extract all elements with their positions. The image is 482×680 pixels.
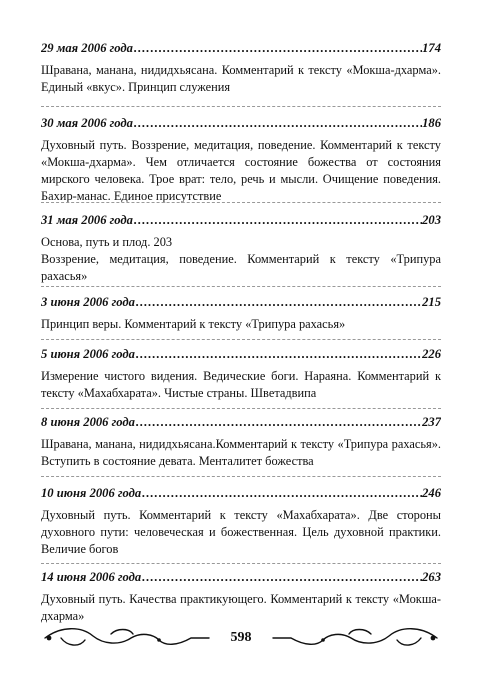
entry-date: 29 мая 2006 года xyxy=(41,41,133,55)
dot-leader xyxy=(141,485,422,501)
entry-text: Принцип веры. Комментарий к тексту «Трипура рахасья» xyxy=(41,317,346,331)
toc-entry xyxy=(41,346,441,402)
entry-description xyxy=(41,316,441,333)
entry-description xyxy=(41,137,441,205)
entry-date: 14 июня 2006 года xyxy=(41,570,142,584)
toc-entry xyxy=(41,485,441,558)
entry-description xyxy=(41,507,441,558)
toc-entry xyxy=(41,115,441,205)
separator xyxy=(41,202,441,203)
toc-entry xyxy=(41,569,441,625)
entry-text: Измерение чистого видения. Ведические боги. Нараяна. Комментарий к тексту «Махабхарата». Чистые страны. Шветадвипа xyxy=(41,369,441,400)
entry-page: 226 xyxy=(422,347,441,361)
entry-page: 174 xyxy=(422,41,441,55)
entry-description xyxy=(41,591,441,625)
entry-page: 215 xyxy=(422,295,441,309)
entry-page: 203 xyxy=(422,213,441,227)
entry-heading xyxy=(41,346,441,362)
toc-entry xyxy=(41,212,441,285)
separator xyxy=(41,476,441,477)
dot-leader xyxy=(141,569,422,585)
entry-date: 8 июня 2006 года xyxy=(41,415,135,429)
toc-entry xyxy=(41,40,441,96)
page-number: 598 xyxy=(230,630,252,645)
entry-date: 30 мая 2006 года xyxy=(41,116,133,130)
separator xyxy=(41,339,441,340)
entry-text: Шравана, манана, нидидхьясана. Комментарий к тексту «Мокша-дхарма». Единый «вкус». Принцип служения xyxy=(41,63,441,94)
entry-date: 10 июня 2006 года xyxy=(41,486,142,500)
separator xyxy=(41,286,441,287)
entry-description xyxy=(41,62,441,96)
entry-text: Воззрение, медитация, поведение. Комментарий к тексту «Трипура рахасья» xyxy=(41,252,441,283)
entry-page: 263 xyxy=(422,570,441,584)
entry-page: 186 xyxy=(422,116,441,130)
separator xyxy=(41,408,441,409)
entry-page: 237 xyxy=(422,415,441,429)
entry-heading xyxy=(41,485,441,501)
entry-description xyxy=(41,234,441,285)
separator xyxy=(41,106,441,107)
dot-leader xyxy=(133,212,422,228)
entry-text: Основа, путь и плод. 203 xyxy=(41,235,173,249)
toc-entry xyxy=(41,414,441,470)
dot-leader xyxy=(135,294,422,310)
entry-heading xyxy=(41,569,441,585)
entry-page: 246 xyxy=(422,486,441,500)
toc-entry xyxy=(41,294,441,333)
entry-text: Шравана, манана, нидидхьясана.Комментарий к тексту «Трипура рахасья». Вступить в состояние девата. Менталитет божества xyxy=(41,437,441,468)
dot-leader xyxy=(133,40,422,56)
entry-date: 31 мая 2006 года xyxy=(41,213,133,227)
entry-date: 5 июня 2006 года xyxy=(41,347,135,361)
entry-heading xyxy=(41,212,441,228)
separator xyxy=(41,563,441,564)
entry-heading xyxy=(41,414,441,430)
entry-description xyxy=(41,436,441,470)
entry-heading xyxy=(41,40,441,56)
entry-text: Духовный путь. Воззрение, медитация, поведение. Комментарий к тексту «Мокша-дхарма». Чем отличается состояние божества от состояния мирского человека. Трое врат: тело, речь и мысли. Очищение поведения. Бахир-манас. Единое присутствие xyxy=(41,138,441,203)
entry-heading xyxy=(41,294,441,310)
entry-description xyxy=(41,368,441,402)
entry-text: Духовный путь. Качества практикующего. Комментарий к тексту «Мокша-дхарма» xyxy=(41,592,441,623)
entry-text: Духовный путь. Комментарий к тексту «Махабхарата». Две стороны духовного пути: человеческая и божественная. Цель духовной практики. Величие богов xyxy=(41,508,441,556)
entry-heading xyxy=(41,115,441,131)
dot-leader xyxy=(135,414,422,430)
dot-leader xyxy=(135,346,422,362)
entry-date: 3 июня 2006 года xyxy=(41,295,135,309)
dot-leader xyxy=(133,115,422,131)
